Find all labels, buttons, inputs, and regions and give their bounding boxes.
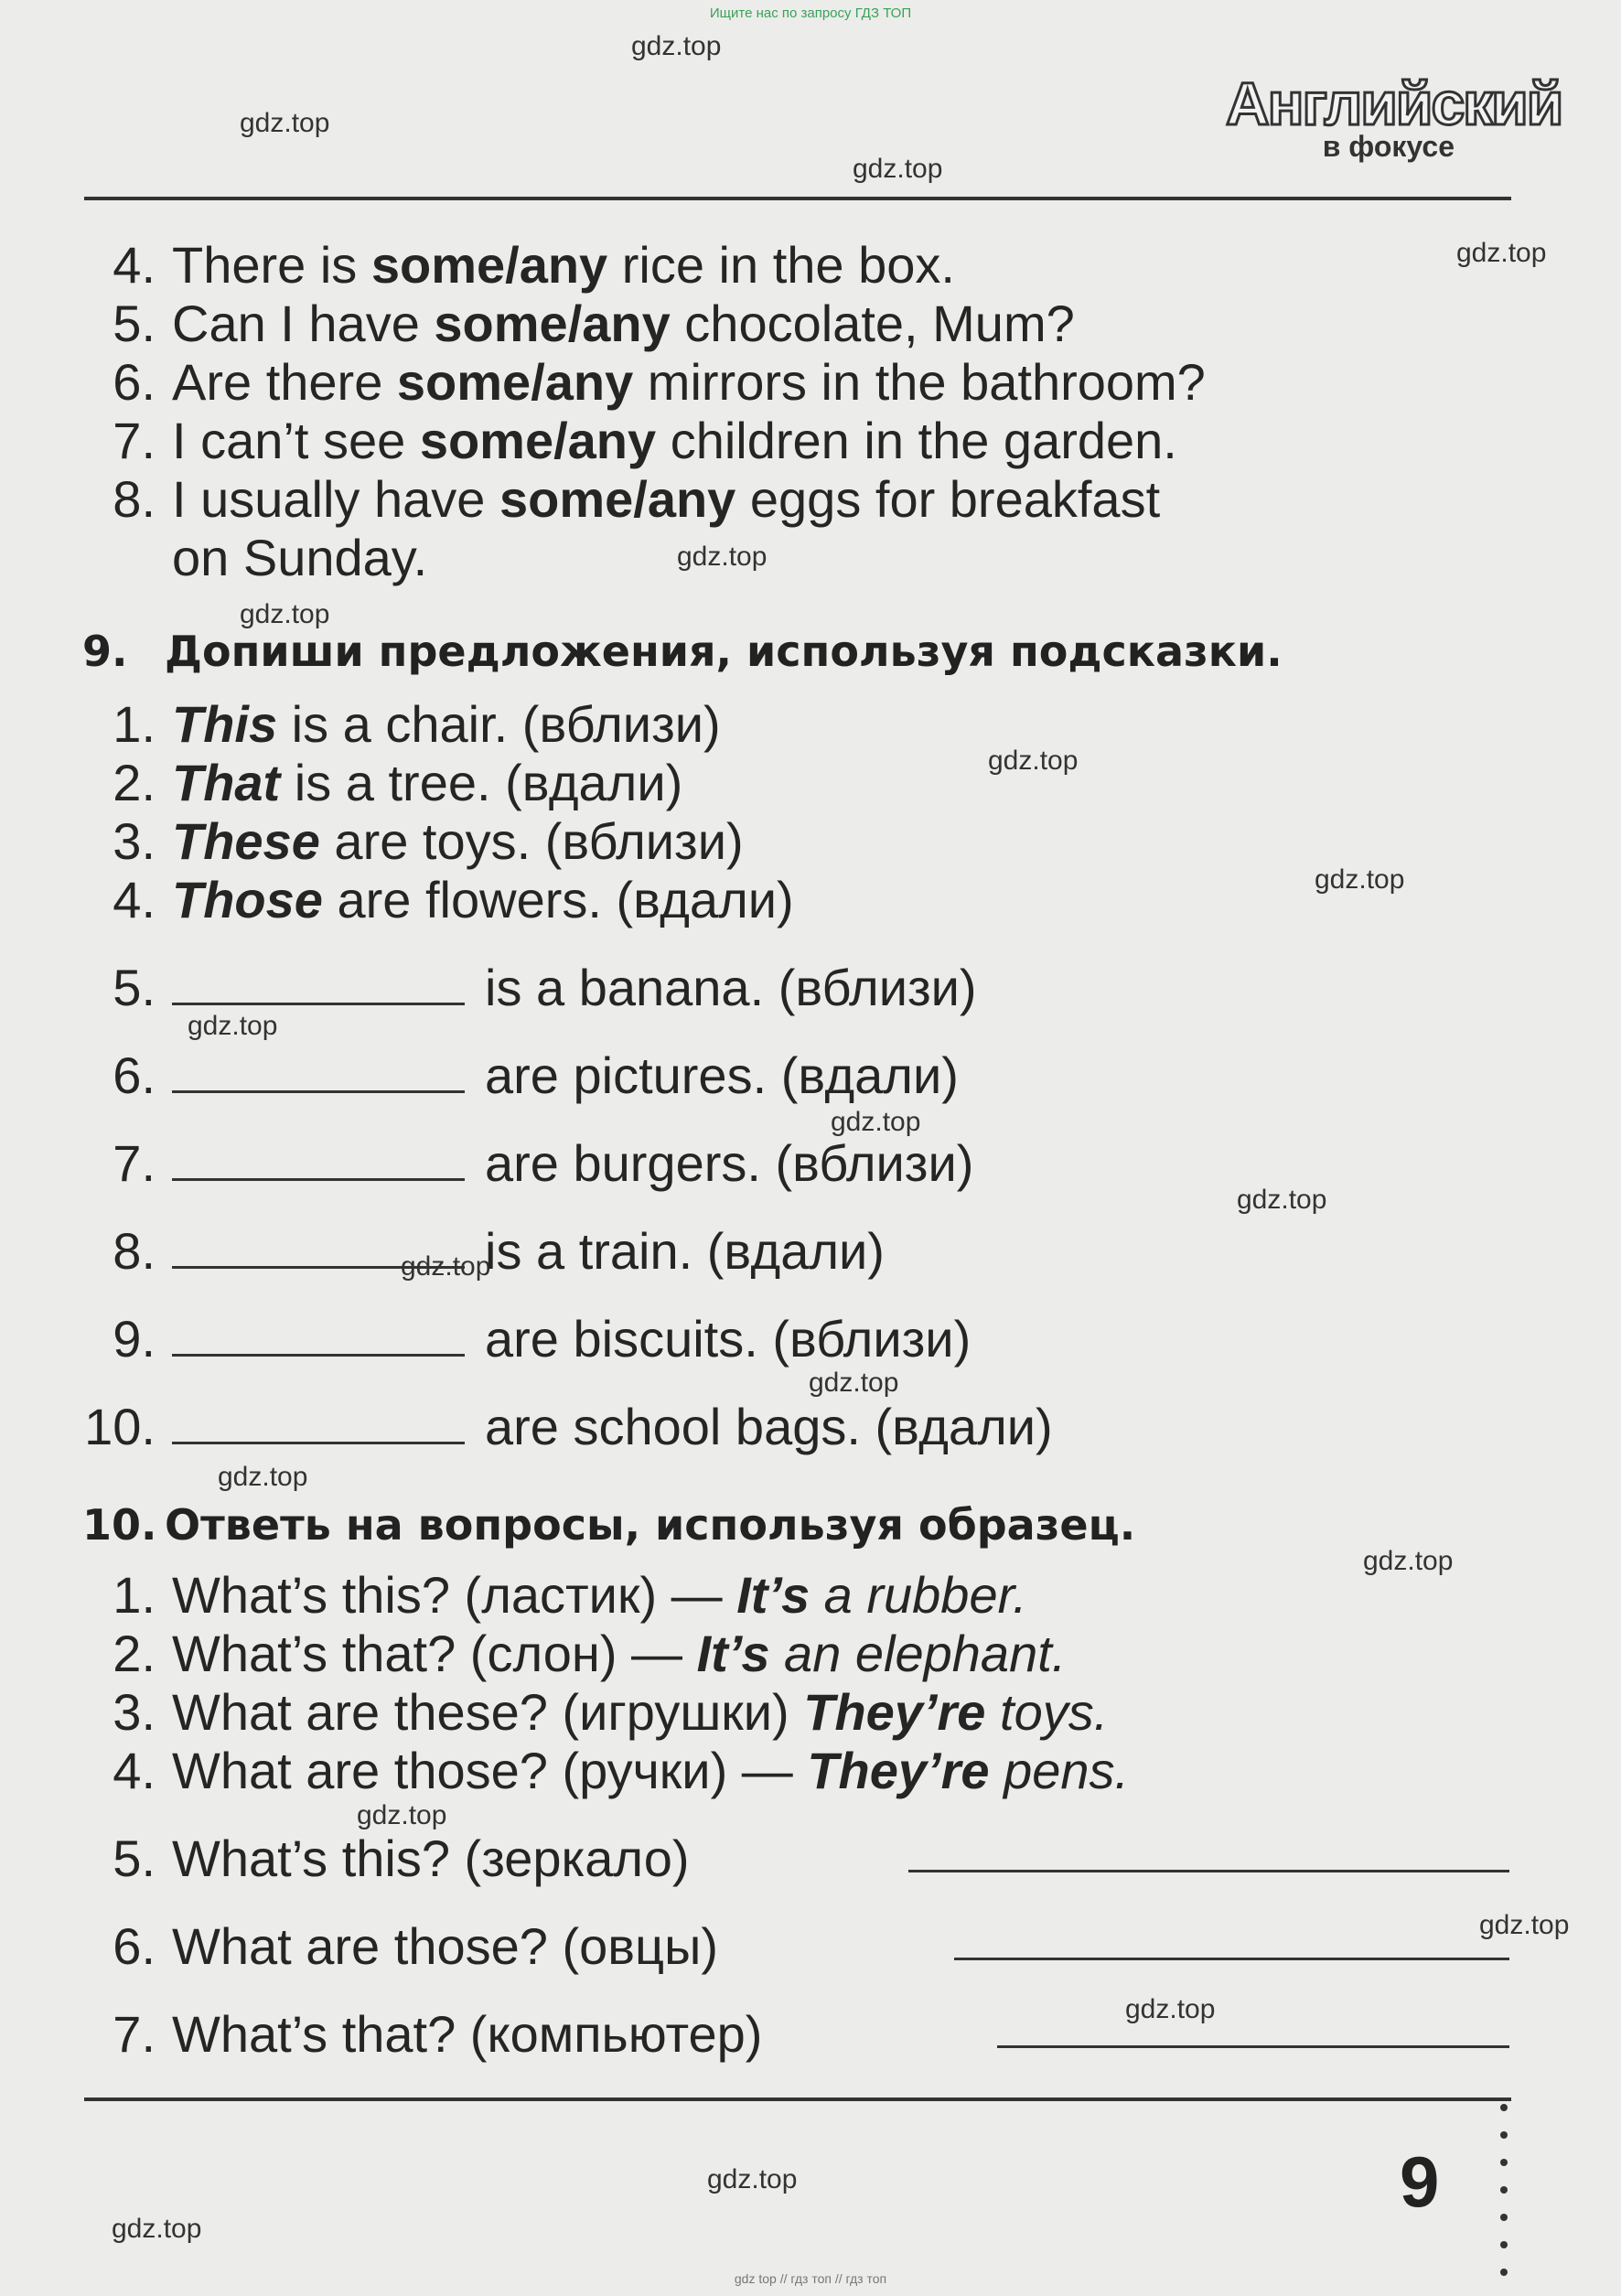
sentence-line: 5. Can I have some/any chocolate, Mum?	[113, 295, 1075, 352]
top-note: Ищите нас по запросу ГДЗ ТОП	[709, 5, 912, 21]
answer-line[interactable]	[908, 1870, 1509, 1872]
answer-blank[interactable]	[172, 1315, 465, 1357]
logo-title: Английский	[1226, 70, 1562, 137]
watermark: gdz.top	[240, 599, 330, 629]
ex10-item: 1. What’s this? (ластик) — It’s a rubber.	[113, 1566, 1027, 1624]
exercise-9-heading: 9. Допиши предложения, используя подсказки.	[82, 627, 1283, 676]
answer-blank[interactable]	[172, 1140, 465, 1181]
ex9-item: 10. are school bags. (вдали)	[84, 1398, 1053, 1455]
edge-dots	[1500, 2104, 1508, 2296]
answer-blank[interactable]	[172, 1228, 465, 1269]
bottom-divider	[84, 2098, 1511, 2101]
top-divider	[84, 197, 1511, 200]
sentence-line: 6. Are there some/any mirrors in the bathroom?	[113, 353, 1206, 411]
ex10-item: 4. What are those? (ручки) — They’re pens.	[113, 1742, 1130, 1799]
answer-line[interactable]	[997, 2045, 1509, 2048]
watermark: gdz.top	[112, 2214, 202, 2244]
sentence-line: 8. I usually have some/any eggs for breakfast	[113, 470, 1161, 528]
answer-line[interactable]	[954, 1958, 1509, 1960]
ex9-item: 6. are pictures. (вдали)	[113, 1046, 959, 1104]
ex9-item: 7. are burgers. (вблизи)	[113, 1134, 974, 1192]
ex9-item: 9. are biscuits. (вблизи)	[113, 1310, 972, 1368]
ex9-item: 5. is a banana. (вблизи)	[113, 959, 977, 1016]
watermark: gdz.top	[1315, 864, 1405, 895]
bottom-note: gdz top // гдз топ // гдз топ	[734, 2271, 887, 2286]
ex10-item: 3. What are these? (игрушки) They’re toys.	[113, 1683, 1109, 1741]
sentence-line: 4. There is some/any rice in the box.	[113, 236, 955, 294]
answer-blank[interactable]	[172, 1403, 465, 1444]
answer-blank[interactable]	[172, 1052, 465, 1093]
watermark: gdz.top	[831, 1107, 921, 1137]
ex9-item: 3. These are toys. (вблизи)	[113, 812, 744, 870]
sentence-line: 7. I can’t see some/any children in the garden.	[113, 412, 1177, 469]
watermark: gdz.top	[240, 108, 330, 138]
watermark: gdz.top	[1237, 1185, 1327, 1215]
watermark: gdz.top	[677, 542, 768, 572]
ex9-item: 2. That is a tree. (вдали)	[113, 754, 683, 811]
ex10-item: 5. What’s this? (зеркало)	[113, 1829, 690, 1887]
ex9-item: 4. Those are flowers. (вдали)	[113, 871, 794, 928]
ex10-item: 7. What’s that? (компьютер)	[113, 2005, 763, 2063]
watermark: gdz.top	[988, 746, 1079, 776]
logo-subtitle: в фокусе	[1322, 130, 1455, 163]
ex10-item: 2. What’s that? (слон) — It’s an elephant.	[113, 1625, 1067, 1682]
watermark: gdz.top	[357, 1800, 447, 1830]
watermark: gdz.top	[1479, 1910, 1570, 1940]
ex10-item: 6. What are those? (овцы)	[113, 1917, 718, 1975]
ex9-item: 8. is a train. (вдали)	[113, 1222, 885, 1280]
watermark: gdz.top	[707, 2164, 798, 2194]
exercise-10-heading: 10. Ответь на вопросы, используя образец.	[82, 1500, 1136, 1550]
watermark: gdz.top	[853, 154, 943, 184]
watermark: gdz.top	[1125, 1994, 1216, 2024]
watermark: gdz.top	[631, 31, 722, 61]
book-logo	[1226, 70, 1562, 164]
page-number: 9	[1400, 2141, 1440, 2222]
watermark: gdz.top	[1456, 238, 1547, 268]
answer-blank[interactable]	[172, 964, 465, 1005]
watermark: gdz.top	[1363, 1546, 1454, 1576]
watermark: gdz.top	[218, 1462, 308, 1492]
sentence-line: on Sunday.	[172, 529, 428, 586]
watermark: gdz.top	[188, 1011, 278, 1041]
ex9-item: 1. This is a chair. (вблизи)	[113, 695, 721, 753]
watermark: gdz.top	[809, 1368, 899, 1398]
watermark: gdz.top	[401, 1251, 491, 1282]
